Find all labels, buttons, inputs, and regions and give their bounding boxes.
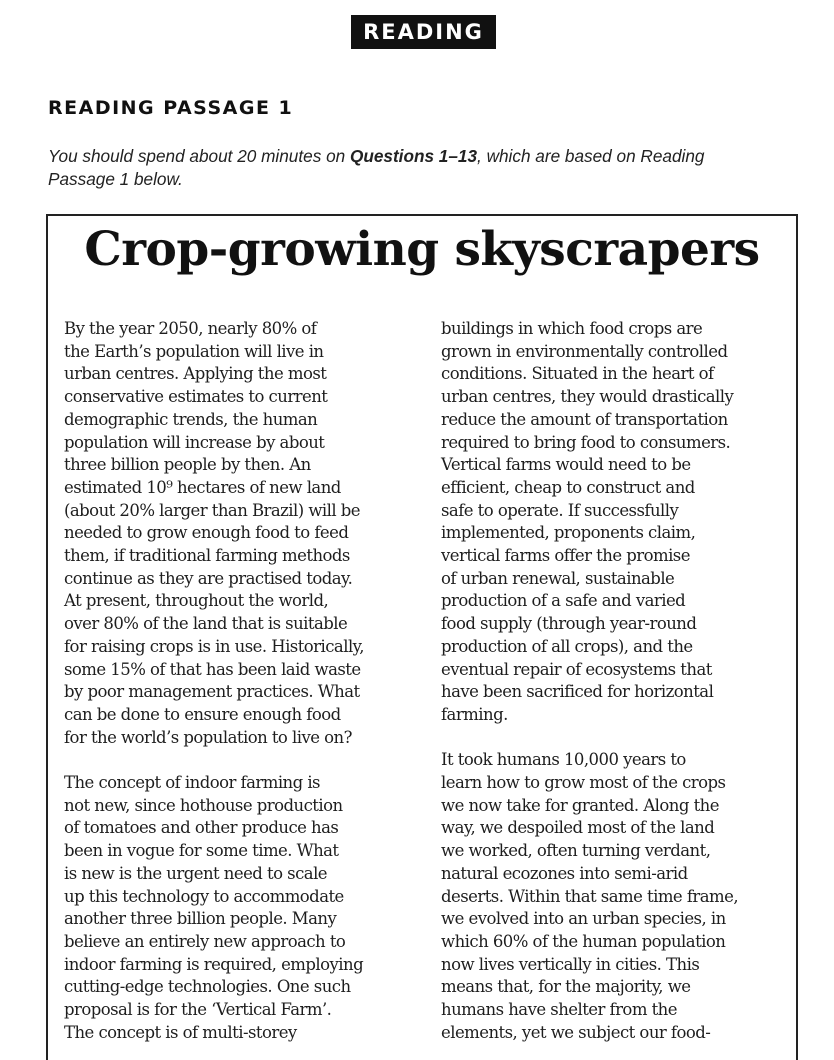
text-line: over 80% of the land that is suitable xyxy=(64,614,348,634)
paragraph xyxy=(441,749,791,1044)
text-line: food supply (through year-round xyxy=(441,614,697,634)
paragraph-gap xyxy=(64,749,434,772)
text-line: we now take for granted. Along the xyxy=(441,795,719,815)
text-line: is new is the urgent need to scale xyxy=(64,863,328,883)
text-line: implemented, proponents claim, xyxy=(441,523,696,543)
text-line: The concept is of multi-storey xyxy=(64,1022,297,1042)
text-line: production of a safe and varied xyxy=(441,591,686,611)
text-line: now lives vertically in cities. This xyxy=(441,954,700,974)
text-line: efficient, cheap to construct and xyxy=(441,477,695,497)
text-line: three billion people by then. An xyxy=(64,455,311,475)
text-line: some 15% of that has been laid waste xyxy=(64,659,361,679)
text-line: them, if traditional farming methods xyxy=(64,546,350,566)
text-line: learn how to grow most of the crops xyxy=(441,773,726,793)
text-line: demographic trends, the human xyxy=(64,409,318,429)
text-line: estimated 10⁹ hectares of new land xyxy=(64,477,341,497)
text-line: proposal is for the ‘Vertical Farm’. xyxy=(64,1000,332,1020)
text-line: population will increase by about xyxy=(64,432,325,452)
text-line: eventual repair of ecosystems that xyxy=(441,659,712,679)
paragraph-gap xyxy=(441,727,791,750)
text-line: natural ecozones into semi-arid xyxy=(441,863,688,883)
text-line: of tomatoes and other produce has xyxy=(64,818,339,838)
text-line: of urban renewal, sustainable xyxy=(441,568,675,588)
text-line: for the world’s population to live on? xyxy=(64,727,352,747)
text-line: for raising crops is in use. Historically, xyxy=(64,636,364,656)
paragraph xyxy=(441,318,791,727)
text-line: required to bring food to consumers. xyxy=(441,432,731,452)
text-line: can be done to ensure enough food xyxy=(64,704,341,724)
text-line: believe an entirely new approach to xyxy=(64,931,346,951)
text-line: needed to grow enough food to feed xyxy=(64,523,349,543)
text-line: continue as they are practised today. xyxy=(64,568,353,588)
paragraph xyxy=(64,318,434,749)
text-line: safe to operate. If successfully xyxy=(441,500,679,520)
text-line: production of all crops), and the xyxy=(441,636,693,656)
text-line: another three billion people. Many xyxy=(64,909,337,929)
text-line: reduce the amount of transportation xyxy=(441,409,728,429)
right-column xyxy=(441,318,791,1044)
text-line: indoor farming is required, employing xyxy=(64,954,364,974)
text-line: not new, since hothouse production xyxy=(64,795,343,815)
paragraph xyxy=(64,772,434,1044)
text-line: way, we despoiled most of the land xyxy=(441,818,715,838)
text-line: Vertical farms would need to be xyxy=(441,455,691,475)
section-label: READING xyxy=(351,15,496,49)
text-line: by poor management practices. What xyxy=(64,682,360,702)
text-line: conditions. Situated in the heart of xyxy=(441,364,714,384)
instruction-suffix: , which are based on Reading xyxy=(477,146,705,166)
left-column xyxy=(64,318,434,1044)
text-line: buildings in which food crops are xyxy=(441,319,703,338)
text-line: have been sacrificed for horizontal xyxy=(441,682,714,702)
text-line: (about 20% larger than Brazil) will be xyxy=(64,500,361,520)
text-line: up this technology to accommodate xyxy=(64,886,344,906)
text-line: been in vogue for some time. What xyxy=(64,841,339,861)
text-line: urban centres, they would drastically xyxy=(441,387,734,407)
text-line: deserts. Within that same time frame, xyxy=(441,886,739,906)
text-line: urban centres. Applying the most xyxy=(64,364,327,384)
text-line: the Earth’s population will live in xyxy=(64,341,324,361)
text-line: humans have shelter from the xyxy=(441,1000,677,1020)
text-line: grown in environmentally controlled xyxy=(441,341,728,361)
text-line: elements, yet we subject our food- xyxy=(441,1022,711,1042)
text-line: we worked, often turning verdant, xyxy=(441,841,711,861)
instruction-line2: Passage 1 below. xyxy=(48,169,183,189)
text-line: we evolved into an urban species, in xyxy=(441,909,726,929)
text-line: At present, throughout the world, xyxy=(64,591,329,611)
text-line: conservative estimates to current xyxy=(64,387,328,407)
passage-heading: READING PASSAGE 1 xyxy=(48,97,294,119)
instruction-prefix: You should spend about 20 minutes on xyxy=(48,146,350,166)
passage-title: Crop-growing skyscrapers xyxy=(84,222,760,277)
text-line: The concept of indoor farming is xyxy=(64,773,320,793)
text-line: It took humans 10,000 years to xyxy=(441,750,686,770)
text-line: means that, for the majority, we xyxy=(441,977,691,997)
instruction-text xyxy=(48,145,808,191)
text-line: which 60% of the human population xyxy=(441,931,726,951)
text-line: farming. xyxy=(441,704,508,724)
text-line: By the year 2050, nearly 80% of xyxy=(64,319,317,338)
text-line: cutting-edge technologies. One such xyxy=(64,977,351,997)
text-line: vertical farms offer the promise xyxy=(441,546,690,566)
instruction-questions: Questions 1–13 xyxy=(349,146,478,166)
